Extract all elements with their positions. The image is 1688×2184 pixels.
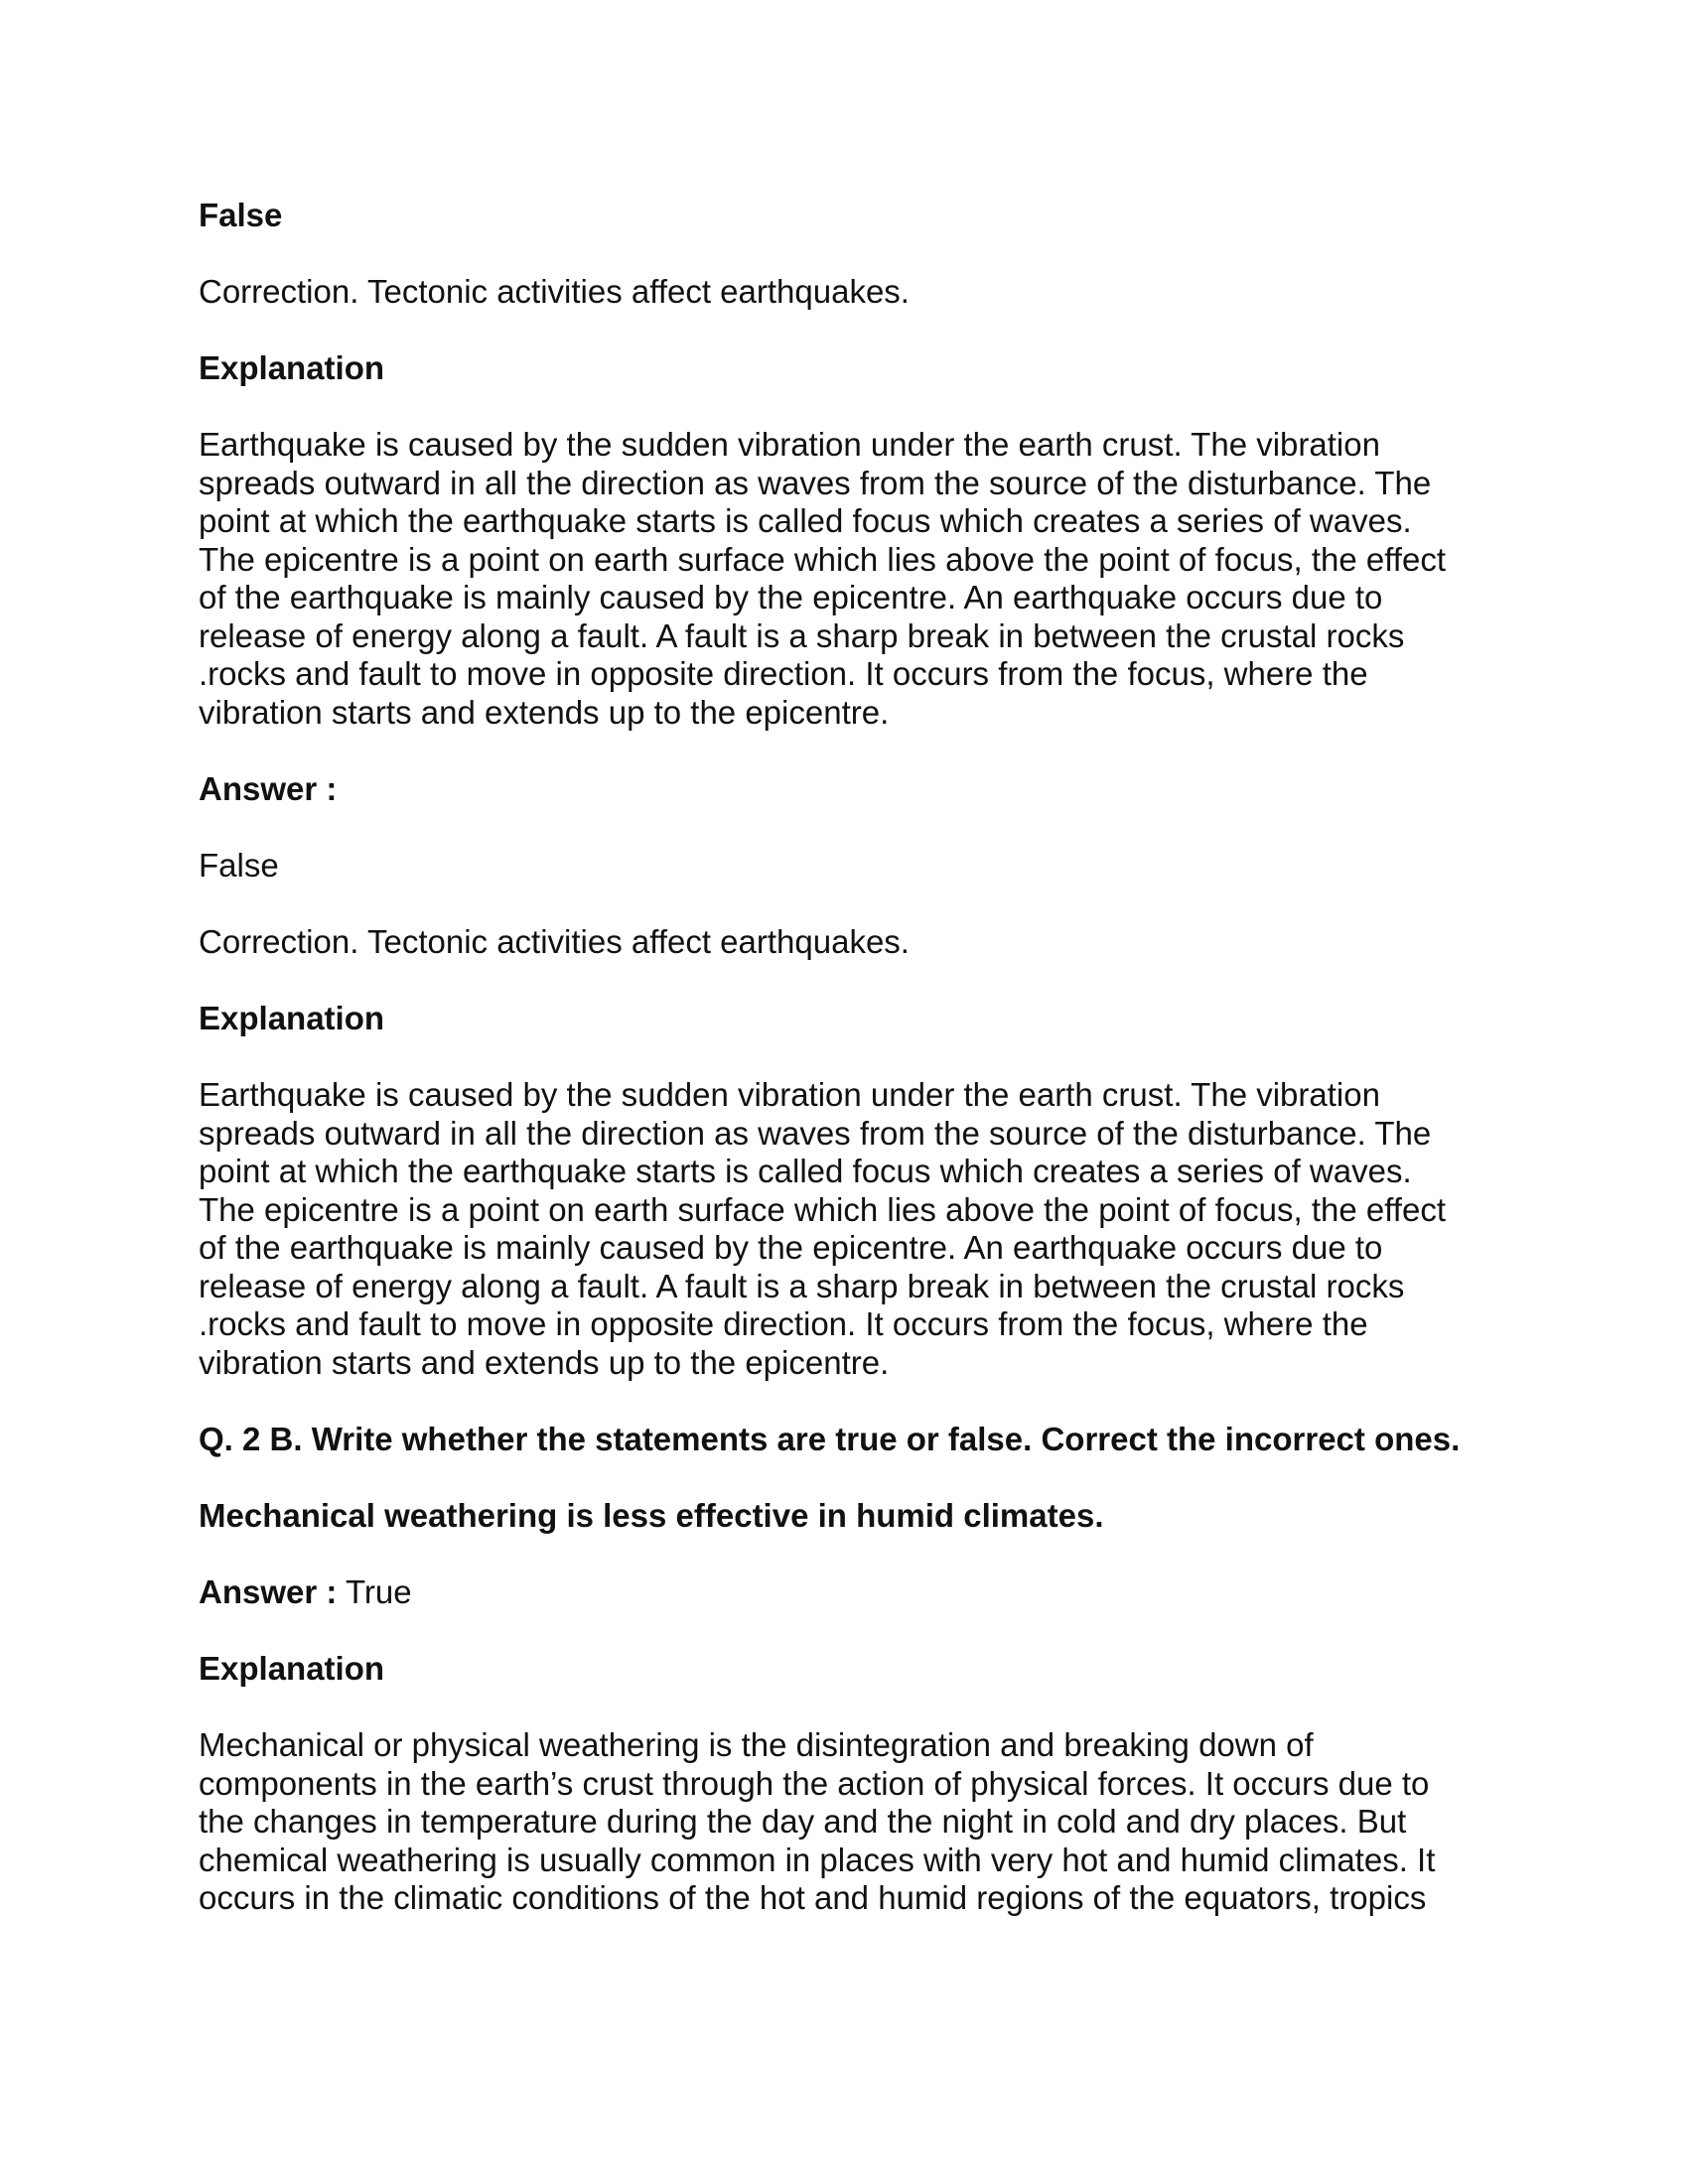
answer-status-heading: False	[199, 197, 283, 233]
paragraph-line: vibration starts and extends up to the epicentre.	[199, 1343, 890, 1381]
paragraph-line: spreads outward in all the direction as waves from the source of the disturbance. The	[199, 1114, 1432, 1152]
answer-value: False	[199, 847, 279, 884]
explanation-paragraph	[199, 1076, 1489, 1382]
paragraph-line: of the earthquake is mainly caused by the epicentre. An earthquake occurs due to	[199, 579, 1383, 615]
paragraph-line: point at which the earthquake starts is called focus which creates a series of waves.	[199, 1153, 1412, 1189]
paragraph-line: The epicentre is a point on earth surface which lies above the point of focus, the effect	[199, 1190, 1446, 1228]
paragraph-line: Earthquake is caused by the sudden vibration under the earth crust. The vibration	[199, 1076, 1380, 1113]
paragraph-line: vibration starts and extends up to the epicentre.	[199, 693, 890, 731]
paragraph-line: The epicentre is a point on earth surface which lies above the point of focus, the effect	[199, 540, 1446, 578]
question-heading: Q. 2 B. Write whether the statements are true or false. Correct the incorrect ones.	[199, 1421, 1461, 1457]
paragraph-line: .rocks and fault to move in opposite direction. It occurs from the focus, where the	[199, 655, 1368, 692]
paragraph-line: components in the earth’s crust through the action of physical forces. It occurs due to	[199, 1764, 1430, 1802]
correction-text: Correction. Tectonic activities affect earthquakes.	[199, 273, 910, 310]
paragraph-line: chemical weathering is usually common in places with very hot and humid climates. It	[199, 1841, 1436, 1878]
paragraph-line: spreads outward in all the direction as waves from the source of the disturbance. The	[199, 464, 1432, 501]
answer-value: True	[345, 1573, 412, 1610]
explanation-heading: Explanation	[199, 349, 385, 386]
answer-line	[199, 1573, 1489, 1612]
paragraph-line: point at which the earthquake starts is called focus which creates a series of waves.	[199, 502, 1412, 539]
answer-heading: Answer :	[199, 770, 338, 807]
answer-label: Answer :	[199, 1573, 338, 1610]
explanation-heading: Explanation	[199, 1000, 385, 1036]
paragraph-line: Mechanical or physical weathering is the disintegration and breaking down of	[199, 1726, 1314, 1763]
statement-heading: Mechanical weathering is less effective in humid climates.	[199, 1497, 1104, 1534]
explanation-heading: Explanation	[199, 1650, 385, 1687]
correction-text: Correction. Tectonic activities affect earthquakes.	[199, 923, 910, 960]
paragraph-line: release of energy along a fault. A fault is a sharp break in between the crustal rocks	[199, 1267, 1405, 1304]
paragraph-line: the changes in temperature during the day and the night in cold and dry places. But	[199, 1803, 1407, 1840]
explanation-paragraph	[199, 426, 1489, 732]
paragraph-line: .rocks and fault to move in opposite direction. It occurs from the focus, where the	[199, 1305, 1368, 1342]
explanation-paragraph	[199, 1726, 1489, 1918]
paragraph-line: of the earthquake is mainly caused by the epicentre. An earthquake occurs due to	[199, 1229, 1383, 1266]
paragraph-line: Earthquake is caused by the sudden vibration under the earth crust. The vibration	[199, 426, 1380, 463]
paragraph-line: occurs in the climatic conditions of the hot and humid regions of the equators, tropics	[199, 1879, 1427, 1916]
paragraph-line: release of energy along a fault. A fault is a sharp break in between the crustal rocks	[199, 616, 1405, 654]
